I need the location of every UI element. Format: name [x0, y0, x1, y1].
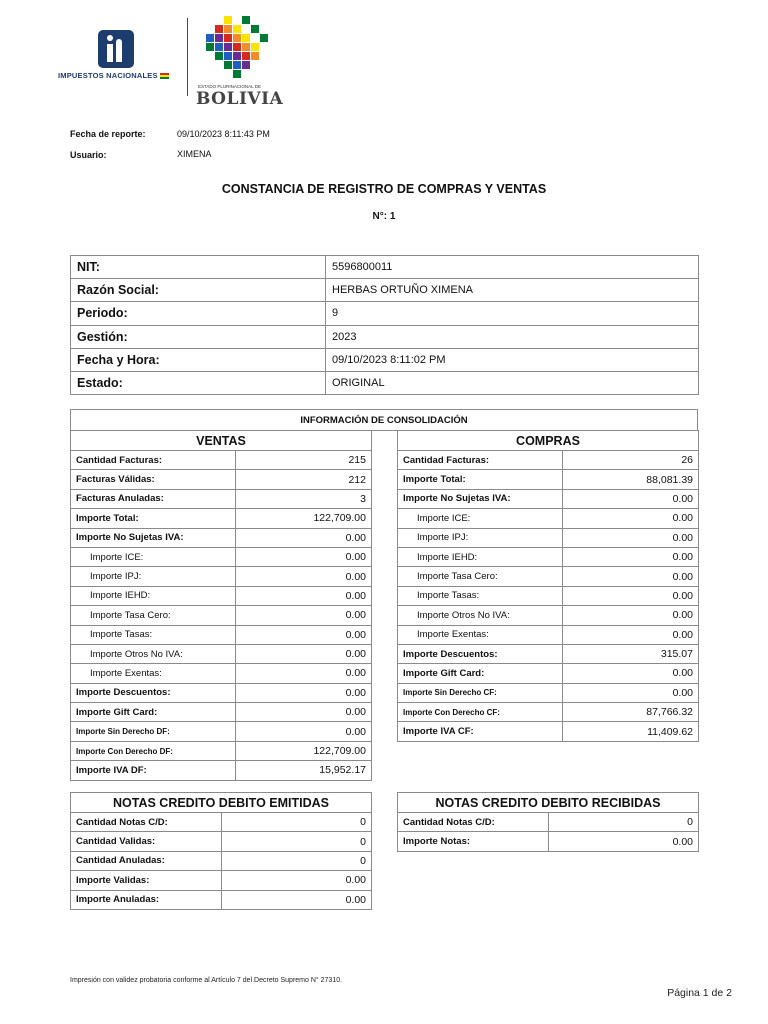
report-date-label: Fecha de reporte:	[70, 129, 146, 139]
row-label: Importe Total:	[71, 509, 236, 528]
row-label: Importe Otros No IVA:	[398, 606, 563, 625]
row-label: Importe Descuentos:	[71, 683, 236, 702]
compras-table	[397, 430, 699, 742]
table-row	[71, 644, 372, 663]
row-label: Cantidad Anuladas:	[71, 851, 222, 870]
info-row	[71, 256, 699, 279]
table-row	[398, 606, 699, 625]
notas-recibidas-table	[397, 792, 699, 852]
row-label: Facturas Válidas:	[71, 470, 236, 489]
row-value: 0.00	[563, 586, 699, 605]
table-row	[71, 470, 372, 489]
table-row	[71, 703, 372, 722]
table-row	[398, 547, 699, 566]
row-value: 0	[222, 851, 372, 870]
row-value: 0.00	[563, 625, 699, 644]
table-row	[398, 528, 699, 547]
row-value: 0.00	[563, 528, 699, 547]
notas-emitidas-table	[70, 792, 372, 910]
table-row	[398, 451, 699, 470]
row-value: 315.07	[563, 644, 699, 663]
info-row	[71, 348, 699, 371]
row-value: 88,081.39	[563, 470, 699, 489]
table-row	[71, 625, 372, 644]
info-label: Estado:	[71, 371, 326, 394]
row-label: Importe Sin Derecho CF:	[398, 683, 563, 702]
row-label: Cantidad Facturas:	[71, 451, 236, 470]
row-label: Importe Otros No IVA:	[71, 644, 236, 663]
info-value: 5596800011	[326, 256, 699, 279]
row-value: 0.00	[236, 606, 372, 625]
row-value: 0.00	[563, 606, 699, 625]
row-label: Importe IEHD:	[71, 586, 236, 605]
user-label: Usuario:	[70, 150, 107, 160]
row-value: 0.00	[222, 890, 372, 909]
table-row	[398, 683, 699, 702]
row-value: 0.00	[236, 528, 372, 547]
row-label: Importe Sin Derecho DF:	[71, 722, 236, 741]
row-value: 0	[222, 813, 372, 832]
info-value: 2023	[326, 325, 699, 348]
table-row	[398, 832, 699, 851]
row-label: Importe IEHD:	[398, 547, 563, 566]
info-label: NIT:	[71, 256, 326, 279]
row-label: Importe Exentas:	[71, 664, 236, 683]
row-value: 0.00	[236, 567, 372, 586]
table-row	[71, 813, 372, 832]
row-value: 0.00	[563, 509, 699, 528]
row-label: Importe Tasas:	[398, 586, 563, 605]
table-row	[71, 586, 372, 605]
row-value: 0.00	[549, 832, 699, 851]
table-row	[398, 489, 699, 508]
row-label: Importe IVA DF:	[71, 761, 236, 780]
table-row	[71, 664, 372, 683]
user-value: XIMENA	[177, 149, 212, 159]
row-value: 0.00	[222, 871, 372, 890]
table-row	[71, 722, 372, 741]
row-label: Cantidad Validas:	[71, 832, 222, 851]
table-row	[398, 703, 699, 722]
row-label: Cantidad Notas C/D:	[71, 813, 222, 832]
row-label: Importe ICE:	[71, 547, 236, 566]
table-row	[398, 625, 699, 644]
row-label: Importe Gift Card:	[71, 703, 236, 722]
table-row	[71, 606, 372, 625]
row-value: 15,952.17	[236, 761, 372, 780]
row-value: 215	[236, 451, 372, 470]
table-row	[71, 547, 372, 566]
info-row	[71, 302, 699, 325]
table-row	[398, 509, 699, 528]
row-label: Facturas Anuladas:	[71, 489, 236, 508]
info-label: Razón Social:	[71, 279, 326, 302]
row-value: 0	[222, 832, 372, 851]
row-value: 0.00	[236, 664, 372, 683]
row-label: Importe Tasa Cero:	[71, 606, 236, 625]
compras-title: COMPRAS	[398, 431, 699, 451]
table-row	[71, 509, 372, 528]
table-row	[398, 664, 699, 683]
header-divider	[187, 18, 188, 96]
page-number: Página 1 de 2	[667, 987, 732, 999]
info-row	[71, 325, 699, 348]
row-value: 0.00	[563, 664, 699, 683]
table-row	[71, 871, 372, 890]
row-label: Importe Exentas:	[398, 625, 563, 644]
row-value: 0.00	[563, 547, 699, 566]
info-value: 9	[326, 302, 699, 325]
table-row	[71, 489, 372, 508]
row-label: Importe IVA CF:	[398, 722, 563, 741]
legal-note: Impresión con validez probatoria conforme al Artículo 7 del Decreto Supremo N° 27310.	[70, 977, 343, 984]
document-number: N°: 1	[372, 211, 396, 222]
row-value: 0.00	[236, 683, 372, 702]
info-label: Gestión:	[71, 325, 326, 348]
row-value: 0.00	[563, 683, 699, 702]
table-row	[71, 451, 372, 470]
table-row	[398, 567, 699, 586]
table-row	[71, 528, 372, 547]
taxpayer-info-table	[70, 255, 699, 395]
row-label: Importe ICE:	[398, 509, 563, 528]
document-title: CONSTANCIA DE REGISTRO DE COMPRAS Y VENTAS	[221, 182, 547, 196]
notas-recibidas-title: NOTAS CREDITO DEBITO RECIBIDAS	[398, 793, 699, 813]
row-label: Importe Anuladas:	[71, 890, 222, 909]
row-value: 3	[236, 489, 372, 508]
table-row	[398, 644, 699, 663]
row-value: 0	[549, 813, 699, 832]
row-label: Importe Con Derecho DF:	[71, 741, 236, 760]
row-value: 26	[563, 451, 699, 470]
info-row	[71, 279, 699, 302]
row-value: 122,709.00	[236, 509, 372, 528]
info-label: Fecha y Hora:	[71, 348, 326, 371]
row-label: Importe Tasa Cero:	[398, 567, 563, 586]
row-label: Importe IPJ:	[398, 528, 563, 547]
row-label: Importe No Sujetas IVA:	[71, 528, 236, 547]
row-value: 0.00	[236, 586, 372, 605]
table-row	[398, 813, 699, 832]
info-value: 09/10/2023 8:11:02 PM	[326, 348, 699, 371]
notas-emitidas-title: NOTAS CREDITO DEBITO EMITIDAS	[71, 793, 372, 813]
bolivia-flag-icon	[160, 73, 169, 79]
row-value: 11,409.62	[563, 722, 699, 741]
info-value: HERBAS ORTUÑO XIMENA	[326, 279, 699, 302]
info-label: Periodo:	[71, 302, 326, 325]
row-label: Cantidad Facturas:	[398, 451, 563, 470]
table-row	[71, 851, 372, 870]
table-row	[71, 890, 372, 909]
consolidation-title: INFORMACIÓN DE CONSOLIDACIÓN	[70, 409, 698, 431]
row-value: 0.00	[236, 547, 372, 566]
row-label: Importe Tasas:	[71, 625, 236, 644]
table-row	[71, 761, 372, 780]
table-row	[398, 470, 699, 489]
info-value: ORIGINAL	[326, 371, 699, 394]
ventas-table	[70, 430, 372, 781]
table-row	[398, 722, 699, 741]
row-value: 212	[236, 470, 372, 489]
row-value: 0.00	[236, 644, 372, 663]
row-label: Importe Gift Card:	[398, 664, 563, 683]
row-label: Importe Con Derecho CF:	[398, 703, 563, 722]
ventas-title: VENTAS	[71, 431, 372, 451]
row-value: 122,709.00	[236, 741, 372, 760]
row-value: 87,766.32	[563, 703, 699, 722]
agency-name: IMPUESTOS NACIONALES	[58, 71, 158, 80]
row-value: 0.00	[236, 722, 372, 741]
row-label: Importe Validas:	[71, 871, 222, 890]
impuestos-nacionales-logo	[58, 30, 178, 82]
table-row	[71, 683, 372, 702]
table-row	[71, 832, 372, 851]
wiphala-emblem-icon	[206, 16, 268, 78]
row-value: 0.00	[236, 625, 372, 644]
row-label: Cantidad Notas C/D:	[398, 813, 549, 832]
row-value: 0.00	[563, 567, 699, 586]
row-label: Importe No Sujetas IVA:	[398, 489, 563, 508]
table-row	[71, 741, 372, 760]
row-label: Importe Total:	[398, 470, 563, 489]
table-row	[71, 567, 372, 586]
state-name: BOLIVIA	[196, 89, 284, 109]
row-label: Importe IPJ:	[71, 567, 236, 586]
table-row	[398, 586, 699, 605]
row-value: 0.00	[236, 703, 372, 722]
in-logo-icon	[98, 30, 134, 68]
report-date-value: 09/10/2023 8:11:43 PM	[177, 129, 270, 139]
row-label: Importe Notas:	[398, 832, 549, 851]
bolivia-state-logo	[196, 16, 284, 110]
row-label: Importe Descuentos:	[398, 644, 563, 663]
row-value: 0.00	[563, 489, 699, 508]
state-small-text: ESTADO PLURINACIONAL DE	[198, 84, 262, 89]
info-row	[71, 371, 699, 394]
